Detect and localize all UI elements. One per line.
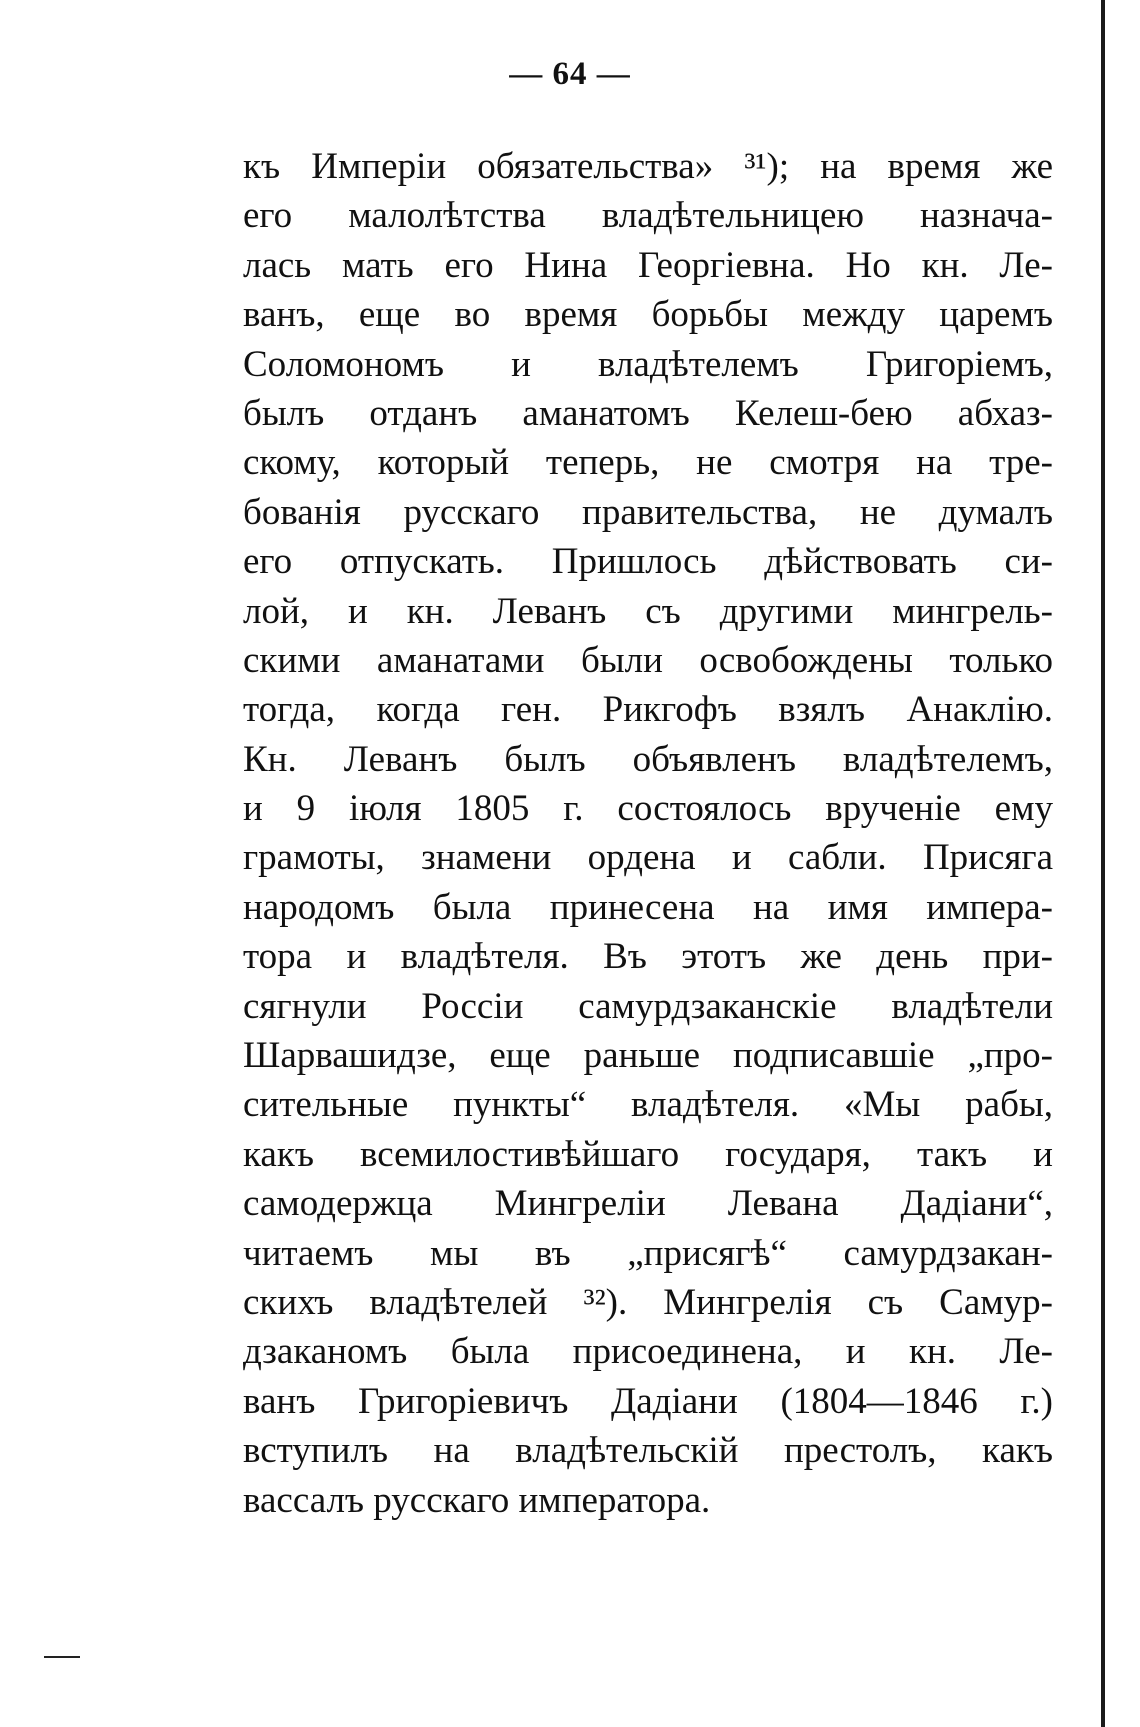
text-line: тогда, когда ген. Рикгофъ взялъ Анаклію. [243, 689, 1053, 731]
text-line: самодержца Мингреліи Левана Дадіани“, [243, 1183, 1053, 1225]
text-line: сягнули Россіи самурдзаканскіе владѣтели [243, 985, 1053, 1027]
text-line: лась мать его Нина Георгіевна. Но кн. Ле- [243, 244, 1053, 286]
text-line: ванъ, еще во время борьбы между царемъ [243, 294, 1053, 336]
text-line: ванъ Григоріевичъ Дадіани (1804—1846 г.) [243, 1380, 1053, 1422]
text-line: его малолѣтства владѣтельницею назнача- [243, 195, 1053, 237]
text-line: былъ отданъ аманатомъ Келеш-бею абхаз- [243, 392, 1053, 434]
text-line: грамоты, знамени ордена и сабли. Присяга [243, 837, 1053, 879]
text-line: Соломономъ и владѣтелемъ Григоріемъ, [243, 343, 1053, 385]
text-line: дзаканомъ была присоединена, и кн. Ле- [243, 1331, 1053, 1373]
text-line: скими аманатами были освобождены только [243, 639, 1053, 681]
text-line: лой, и кн. Леванъ съ другими мингрель- [243, 590, 1053, 632]
text-line: бованія русскаго правительства, не думалъ [243, 491, 1053, 533]
text-line: вассалъ русскаго императора. [243, 1479, 711, 1521]
text-line: сительные пункты“ владѣтеля. «Мы рабы, [243, 1084, 1053, 1126]
text-line: вступилъ на владѣтельскій престолъ, какъ [243, 1430, 1053, 1472]
text-line: Кн. Леванъ былъ объявленъ владѣтелемъ, [243, 738, 1053, 780]
text-line: и 9 іюля 1805 г. состоялось врученіе ему [243, 788, 1053, 830]
text-line: къ Имперіи обязательства» ³¹); на время же [243, 146, 1053, 187]
page-edge-rule [1101, 0, 1105, 1727]
text-line: тора и владѣтеля. Въ этотъ же день при- [243, 936, 1053, 978]
page-number: — 64 — [509, 56, 631, 92]
body-text [243, 142, 1053, 1525]
margin-dash-mark [44, 1656, 80, 1658]
text-line: скихъ владѣтелей ³²). Мингрелія съ Самур- [243, 1281, 1053, 1323]
text-line: скому, который теперь, не смотря на тре- [243, 442, 1053, 484]
text-line: какъ всемилостивѣйшаго государя, такъ и [243, 1133, 1053, 1175]
text-line: народомъ была принесена на имя импера- [243, 886, 1053, 928]
text-line: его отпускать. Пришлось дѣйствовать си- [243, 541, 1053, 583]
text-line: Шарвашидзе, еще раньше подписавшіе „про- [243, 1035, 1053, 1077]
text-line: читаемъ мы въ „присягѣ“ самурдзакан- [243, 1232, 1053, 1274]
